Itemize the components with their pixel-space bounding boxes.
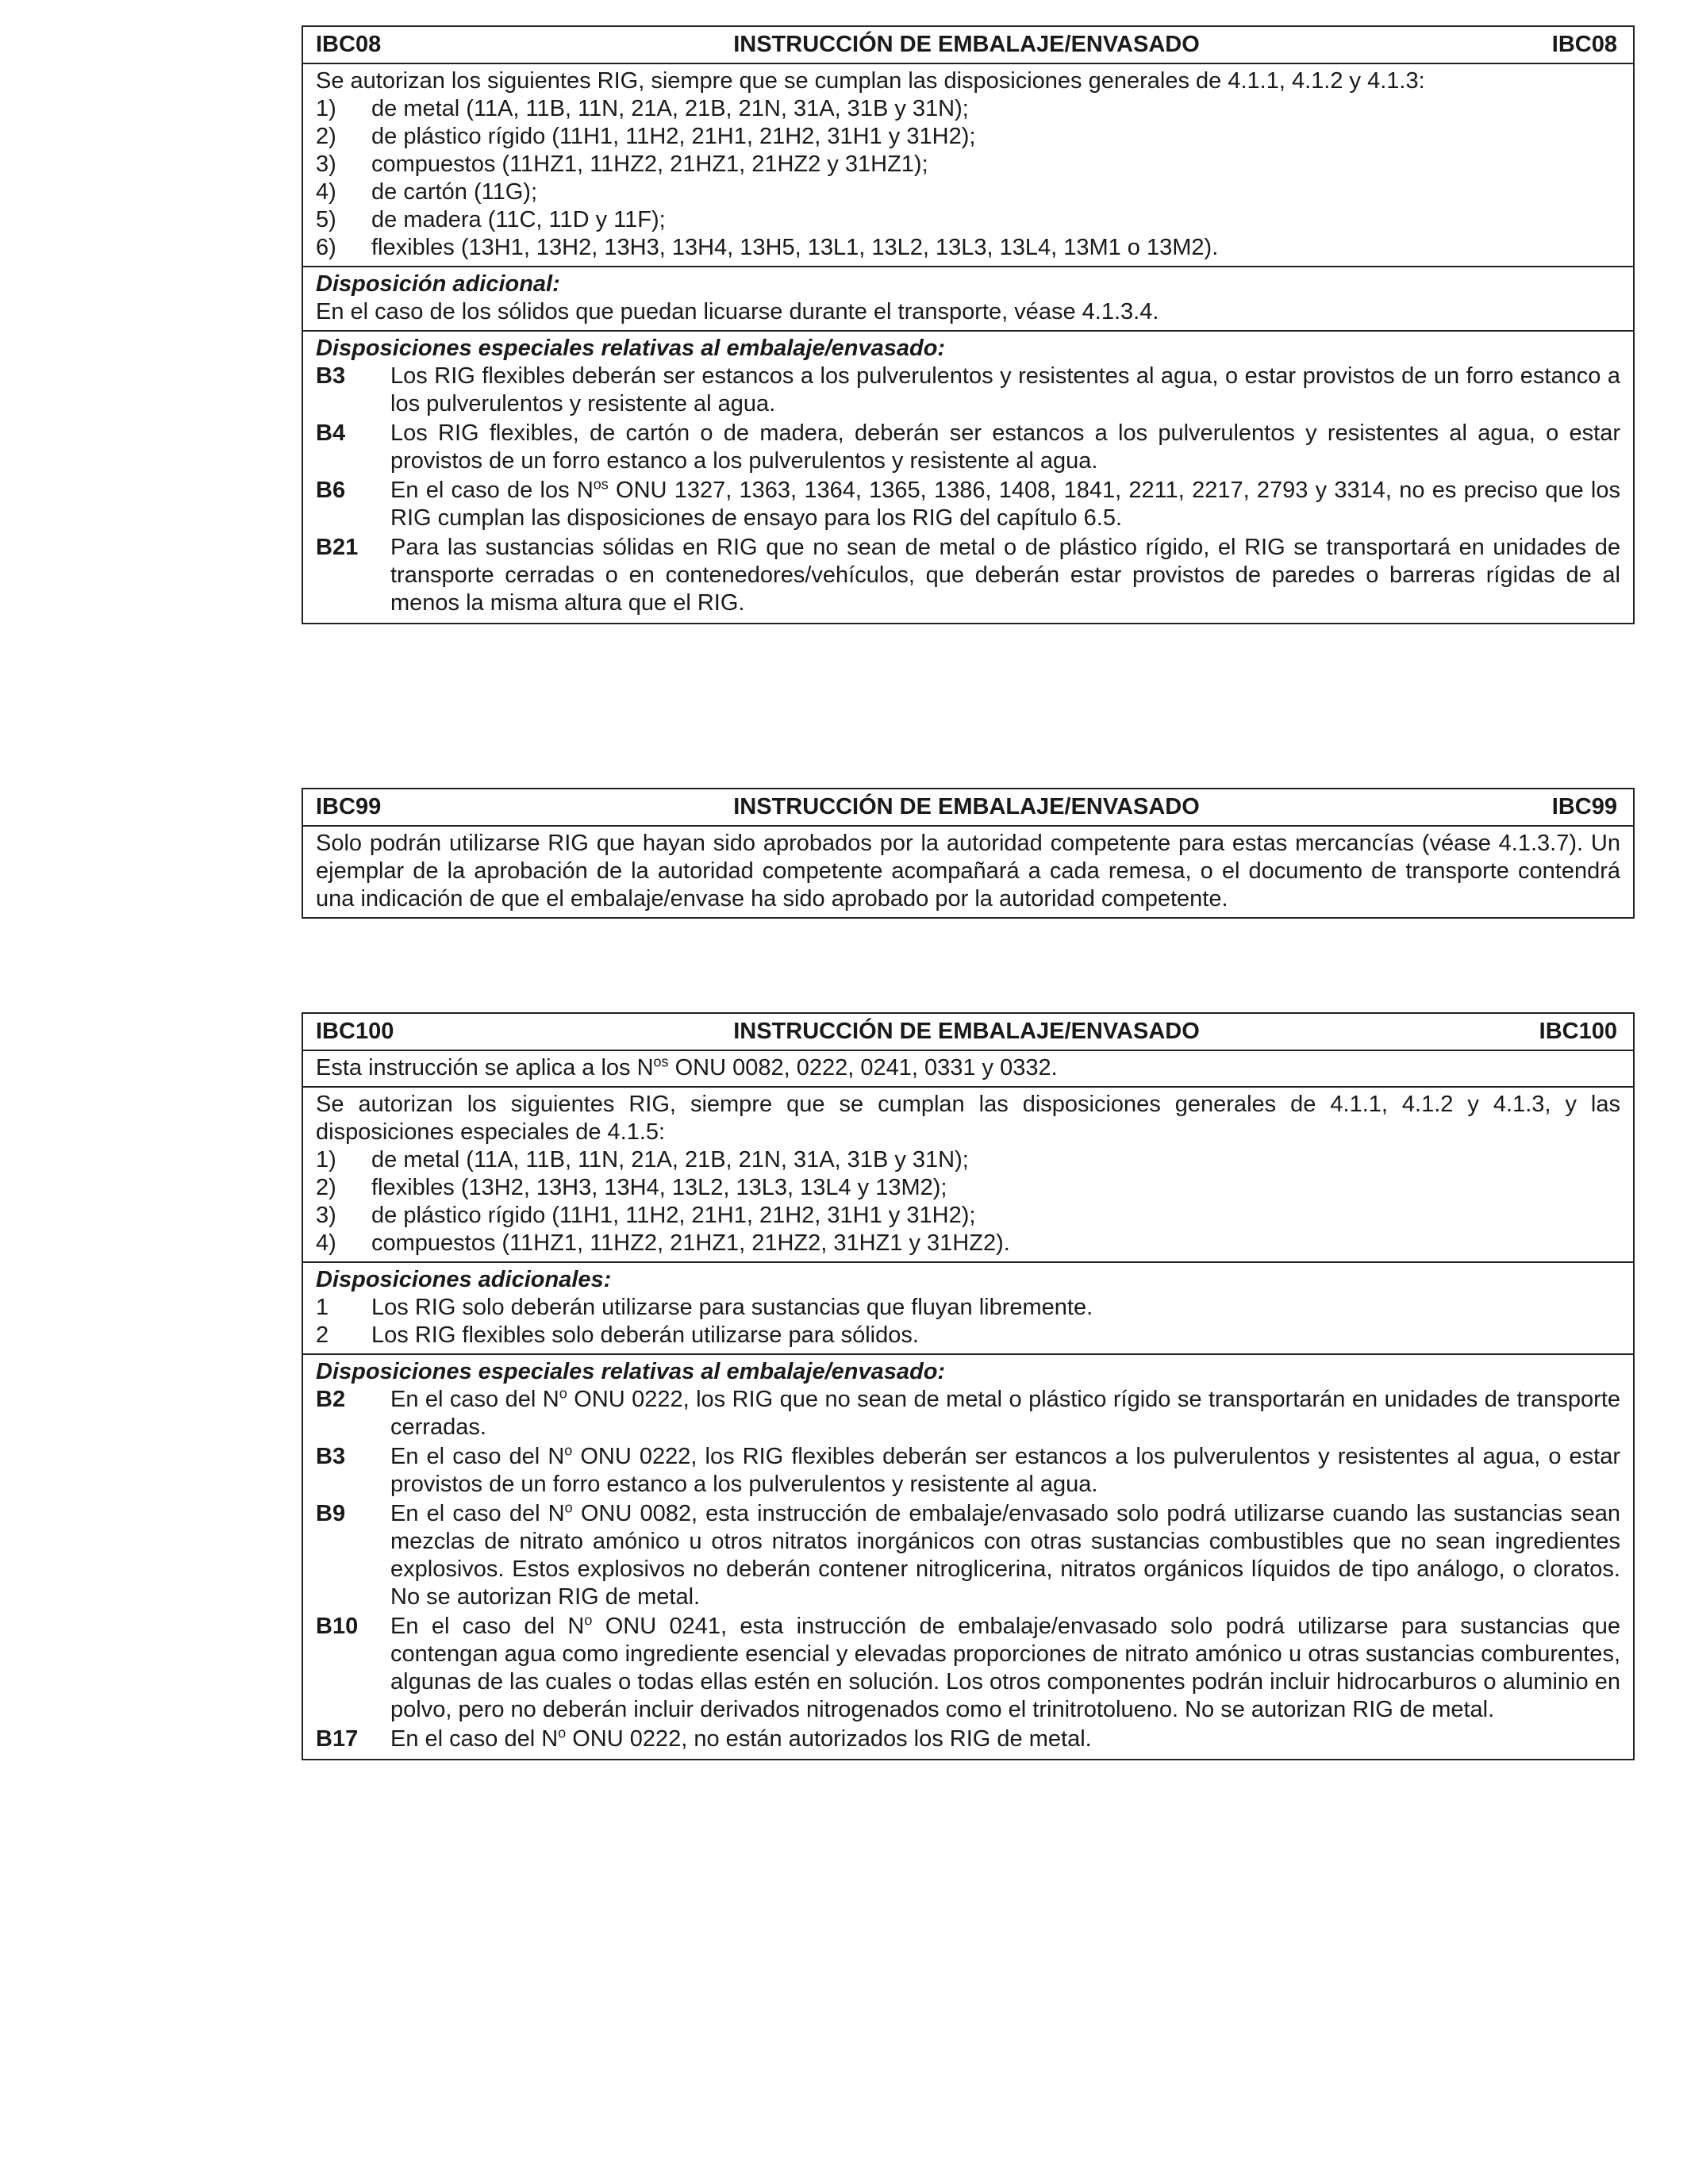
provision-code: B3 xyxy=(316,363,346,389)
item-number: 2 xyxy=(316,1322,329,1348)
provision-superscript: o xyxy=(558,1725,567,1741)
list-item xyxy=(316,1294,1620,1322)
provision-text xyxy=(390,1500,1620,1611)
ibc08-code-right: IBC08 xyxy=(1551,32,1617,57)
item-text: de plástico rígido (11H1, 11H2, 21H1, 21H2, 31H1 y 31H2); xyxy=(371,1203,976,1228)
provision-superscript: os xyxy=(593,476,609,493)
provision-text-b: ONU 0082, esta instrucción de embalaje/envasado solo podrá utilizarse cuando las sustancias sean mezclas de nitrato amónico u otros nitratos inorgánicos con otras sustancias combustibles que no sean ingredientes explosivos. Estos explosivos no deberán contener nitroglicerina, nitratos orgánicos líquidos de tipo análogo, o cloratos. No se autorizan RIG de metal. xyxy=(390,1501,1621,1610)
item-text: de plástico rígido (11H1, 11H2, 21H1, 21H2, 31H1 y 31H2); xyxy=(371,124,976,149)
list-item xyxy=(316,1202,1620,1230)
list-item xyxy=(316,151,1620,178)
provision-text-a: En el caso del N xyxy=(390,1614,585,1639)
item-text: flexibles (13H2, 13H3, 13H4, 13L2, 13L3, 13L4 y 13M2); xyxy=(371,1175,947,1200)
provision-text-b: ONU 0241, esta instrucción de embalaje/envasado solo podrá utilizarse para sustancias que contengan agua como ingrediente esencial y elevadas proporciones de nitrato amónico u otras sustancias comburentes, algunas de las cuales o todas ellas estén en solución. Los otros componentes podrán incluir hidrocarburos o aluminio en polvo, pero no deberán incluir derivados nitrogenados como el trinitrotolueno. No se autorizan RIG de metal. xyxy=(390,1614,1620,1722)
provision-text: Para las sustancias sólidas en RIG que no sean de metal o de plástico rígido, el RIG se transportará en unidades de transporte cerradas o en contenedores/vehículos, que deberán estar provistos de paredes o barreras rígidas de al menos la misma altura que el RIG. xyxy=(390,535,1620,616)
provision-code: B6 xyxy=(316,478,346,503)
ibc100-intro: Se autorizan los siguientes RIG, siempre que se cumplan las disposiciones generales de 4.1.1, 4.1.2 y 4.1.3, y las disposiciones especiales de 4.1.5: xyxy=(316,1092,1620,1145)
provision-superscript: o xyxy=(584,1612,593,1629)
ibc08-code-left: IBC08 xyxy=(316,32,382,57)
item-number: 3) xyxy=(316,1203,336,1228)
provision-superscript: o xyxy=(559,1385,567,1402)
special-provision xyxy=(316,1500,1620,1611)
provision-text xyxy=(390,1443,1620,1499)
ibc99-title: INSTRUCCIÓN DE EMBALAJE/ENVASADO xyxy=(733,794,1200,819)
special-heading: Disposiciones especiales relativas al embalaje/envasado: xyxy=(316,1359,946,1384)
ibc100-authorized-section xyxy=(303,1088,1633,1263)
item-number: 6) xyxy=(316,235,336,260)
ibc100-header xyxy=(303,1014,1633,1051)
provision-text-b: ONU 1327, 1363, 1364, 1365, 1386, 1408, 1841, 2211, 2217, 2793 y 3314, no es preciso que los RIG cumplan las disposiciones de ensayo para los RIG del capítulo 6.5. xyxy=(390,478,1620,531)
provision-text-a: En el caso del N xyxy=(390,1387,559,1412)
item-number: 2) xyxy=(316,1175,336,1200)
provision-code: B17 xyxy=(316,1726,359,1752)
ibc100-code-right: IBC100 xyxy=(1539,1019,1617,1044)
provision-code: B2 xyxy=(316,1387,346,1412)
ibc99-table xyxy=(302,788,1635,919)
item-text: compuestos (11HZ1, 11HZ2, 21HZ1, 21HZ2 y 31HZ1); xyxy=(371,152,928,177)
item-number: 2) xyxy=(316,124,336,149)
applies-superscript: os xyxy=(653,1054,669,1070)
ibc100-additional-section xyxy=(303,1263,1633,1355)
ibc99-text: Solo podrán utilizarse RIG que hayan sido aprobados por la autoridad competente para estas mercancías (véase 4.1.3.7). Un ejemplar de la aprobación de la autoridad competente acompañará a cada remesa, o el documento de transporte contendrá una indicación de que el embalaje/envase ha sido aprobado por la autoridad competente. xyxy=(316,831,1620,912)
provision-text xyxy=(390,477,1620,532)
list-item xyxy=(316,1230,1620,1257)
item-text: flexibles (13H1, 13H2, 13H3, 13H4, 13H5, 13L1, 13L2, 13L3, 13L4, 13M1 o 13M2). xyxy=(371,235,1219,260)
provision-text-b: ONU 0222, los RIG que no sean de metal o plástico rígido se transportarán en unidades de transporte cerradas. xyxy=(390,1387,1621,1440)
item-number: 1 xyxy=(316,1295,329,1320)
ibc100-table xyxy=(302,1012,1635,1760)
special-provision xyxy=(316,363,1620,418)
item-text: de metal (11A, 11B, 11N, 21A, 21B, 21N, 31A, 31B y 31N); xyxy=(371,1147,969,1173)
special-provision xyxy=(316,1443,1620,1499)
item-number: 5) xyxy=(316,207,336,232)
list-item xyxy=(316,234,1620,262)
provision-superscript: o xyxy=(564,1442,573,1459)
item-text: Los RIG solo deberán utilizarse para sustancias que fluyan libremente. xyxy=(371,1295,1093,1320)
provision-text xyxy=(390,1386,1620,1441)
provision-code: B3 xyxy=(316,1444,346,1469)
item-text: de madera (11C, 11D y 11F); xyxy=(371,207,666,232)
additional-heading: Disposición adicional: xyxy=(316,271,560,297)
list-item xyxy=(316,178,1620,206)
provision-code: B10 xyxy=(316,1614,359,1639)
ibc08-authorized-section xyxy=(303,64,1633,267)
applies-text-b: ONU 0082, 0222, 0241, 0331 y 0332. xyxy=(668,1055,1058,1080)
special-heading: Disposiciones especiales relativas al embalaje/envasado: xyxy=(316,336,946,361)
provision-text xyxy=(390,1725,1620,1753)
list-item xyxy=(316,1322,1620,1349)
provision-text-a: En el caso del N xyxy=(390,1726,559,1752)
list-item xyxy=(316,1146,1620,1174)
special-provision xyxy=(316,477,1620,532)
additional-heading: Disposiciones adicionales: xyxy=(316,1267,612,1292)
provision-superscript: o xyxy=(564,1499,573,1516)
list-item xyxy=(316,206,1620,234)
item-number: 1) xyxy=(316,96,336,121)
ibc100-applies xyxy=(303,1051,1633,1088)
ibc99-code-right: IBC99 xyxy=(1551,794,1617,819)
item-text: de cartón (11G); xyxy=(371,179,538,205)
provision-code: B4 xyxy=(316,420,346,446)
special-provision xyxy=(316,534,1620,617)
ibc100-special-section xyxy=(303,1355,1633,1759)
item-text: compuestos (11HZ1, 11HZ2, 21HZ1, 21HZ2, 31HZ1 y 31HZ2). xyxy=(371,1230,1010,1256)
ibc99-header xyxy=(303,789,1633,827)
list-item xyxy=(316,123,1620,151)
special-provision xyxy=(316,1386,1620,1441)
ibc08-table xyxy=(302,25,1635,624)
additional-text: En el caso de los sólidos que puedan licuarse durante el transporte, véase 4.1.3.4. xyxy=(316,299,1159,324)
item-number: 3) xyxy=(316,152,336,177)
provision-code: B9 xyxy=(316,1501,346,1526)
ibc08-intro: Se autorizan los siguientes RIG, siempre que se cumplan las disposiciones generales de 4.1.1, 4.1.2 y 4.1.3: xyxy=(316,68,1425,94)
ibc08-additional-section xyxy=(303,267,1633,332)
provision-text-b: ONU 0222, no están autorizados los RIG de metal. xyxy=(566,1726,1092,1752)
provision-text: Los RIG flexibles deberán ser estancos a los pulverulentos y resistentes al agua, o estar provistos de un forro estanco a los pulverulentos y resistente al agua. xyxy=(390,363,1620,416)
provision-text-a: En el caso de los N xyxy=(390,478,594,503)
special-provision xyxy=(316,1725,1620,1753)
ibc99-code-left: IBC99 xyxy=(316,794,382,819)
applies-text-a: Esta instrucción se aplica a los N xyxy=(316,1055,654,1080)
list-item xyxy=(316,95,1620,123)
item-number: 4) xyxy=(316,1230,336,1256)
ibc08-header xyxy=(303,27,1633,64)
provision-text-a: En el caso del N xyxy=(390,1501,565,1526)
item-number: 1) xyxy=(316,1147,336,1173)
ibc08-title: INSTRUCCIÓN DE EMBALAJE/ENVASADO xyxy=(733,32,1200,57)
provision-text: Los RIG flexibles, de cartón o de madera, deberán ser estancos a los pulverulentos y resistentes al agua, o estar provistos de un forro estanco a los pulverulentos y resistente al agua. xyxy=(390,420,1620,474)
provision-text-b: ONU 0222, los RIG flexibles deberán ser estancos a los pulverulentos y resistentes al agua, o estar provistos de un forro estanco a los pulverulentos y resistente al agua. xyxy=(390,1444,1620,1497)
item-text: de metal (11A, 11B, 11N, 21A, 21B, 21N, 31A, 31B y 31N); xyxy=(371,96,969,121)
list-item xyxy=(316,1174,1620,1202)
provision-text xyxy=(390,1613,1620,1724)
special-provision xyxy=(316,1613,1620,1724)
provision-code: B21 xyxy=(316,535,359,560)
item-number: 4) xyxy=(316,179,336,205)
ibc08-special-section xyxy=(303,332,1633,623)
provision-text-a: En el caso del N xyxy=(390,1444,565,1469)
item-text: Los RIG flexibles solo deberán utilizarse para sólidos. xyxy=(371,1322,919,1348)
ibc100-code-left: IBC100 xyxy=(316,1019,394,1044)
special-provision xyxy=(316,420,1620,475)
ibc100-title: INSTRUCCIÓN DE EMBALAJE/ENVASADO xyxy=(733,1019,1200,1044)
